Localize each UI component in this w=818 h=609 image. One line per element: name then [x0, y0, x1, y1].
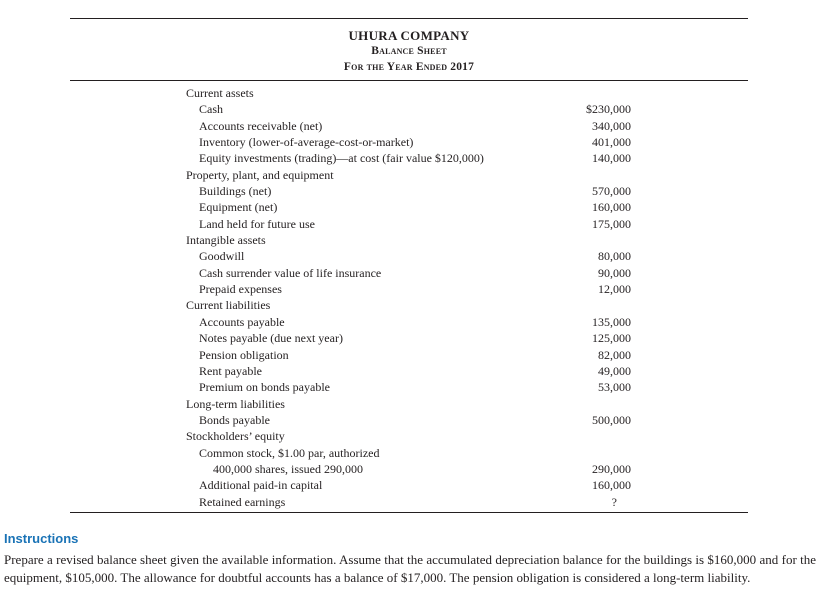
line-item	[0, 281, 818, 297]
header-rule	[70, 80, 748, 81]
line-amount: 140,000	[592, 151, 631, 166]
line-label: Equipment (net)	[199, 200, 278, 215]
line-label: Goodwill	[199, 249, 245, 264]
line-label: Rent payable	[199, 363, 262, 378]
line-label: Accounts receivable (net)	[199, 118, 323, 133]
section-heading	[0, 232, 818, 248]
line-item	[0, 265, 818, 281]
balance-sheet-lines	[0, 85, 818, 510]
line-item	[0, 216, 818, 232]
line-item	[0, 461, 818, 477]
line-amount: 175,000	[592, 216, 631, 231]
line-amount: $230,000	[586, 102, 631, 117]
line-item	[0, 494, 818, 510]
line-label: Land held for future use	[199, 216, 315, 231]
line-label: Current assets	[186, 86, 254, 100]
line-item	[0, 199, 818, 215]
line-amount: 401,000	[592, 135, 631, 150]
line-amount: 570,000	[592, 184, 631, 199]
line-label: Equity investments (trading)—at cost (fair value $120,000)	[199, 151, 484, 166]
line-item	[0, 150, 818, 166]
line-amount: ?	[611, 494, 617, 509]
line-amount: 80,000	[598, 249, 631, 264]
line-amount: 125,000	[592, 331, 631, 346]
line-item	[0, 379, 818, 395]
line-label: Intangible assets	[186, 233, 266, 248]
line-amount: 90,000	[598, 265, 631, 280]
line-label: Long-term liabilities	[186, 396, 285, 411]
line-item	[0, 118, 818, 134]
line-item	[0, 248, 818, 264]
line-label: Current liabilities	[186, 298, 271, 313]
line-amount: 49,000	[598, 363, 631, 378]
line-amount: 53,000	[598, 380, 631, 395]
line-amount: 135,000	[592, 314, 631, 329]
line-amount: 340,000	[592, 118, 631, 133]
line-amount: 160,000	[592, 478, 631, 493]
line-amount: 500,000	[592, 412, 631, 427]
instructions-text: Prepare a revised balance sheet given the available information. Assume that the accumulated depreciation balance for the buildings is $160,000 and for the equipment, $105,000. The allowance for doubtful accounts has a balance of $17,000. The pension obligation is considered a long-term liability.	[4, 552, 816, 585]
line-label: Prepaid expenses	[199, 282, 282, 297]
line-item	[0, 363, 818, 379]
statement-title: Balance Sheet	[371, 45, 447, 57]
line-label: Inventory (lower-of-average-cost-or-market)	[199, 135, 414, 150]
line-label: Additional paid-in capital	[199, 478, 323, 493]
section-heading	[0, 396, 818, 412]
line-label: Cash	[199, 102, 223, 117]
company-name: UHURA COMPANY	[348, 28, 470, 43]
line-item	[0, 412, 818, 428]
line-label: Property, plant, and equipment	[186, 167, 334, 182]
line-amount: 82,000	[598, 347, 631, 362]
line-label: Common stock, $1.00 par, authorized	[199, 445, 380, 460]
line-label: Accounts payable	[199, 314, 285, 329]
line-item	[0, 134, 818, 150]
line-label: Stockholders’ equity	[186, 429, 285, 444]
line-label: Pension obligation	[199, 347, 289, 362]
line-amount: 12,000	[598, 282, 631, 297]
section-heading	[0, 85, 818, 101]
line-item	[0, 101, 818, 117]
line-label: Bonds payable	[199, 412, 270, 427]
line-item	[0, 477, 818, 493]
line-item	[0, 183, 818, 199]
line-label: Cash surrender value of life insurance	[199, 265, 382, 280]
line-amount: 290,000	[592, 461, 631, 476]
top-rule	[70, 18, 748, 19]
section-heading	[0, 167, 818, 183]
line-item	[0, 330, 818, 346]
line-label: 400,000 shares, issued 290,000	[213, 461, 363, 476]
line-item	[0, 314, 818, 330]
bottom-rule	[70, 512, 748, 513]
line-amount: 160,000	[592, 200, 631, 215]
line-label: Buildings (net)	[199, 184, 272, 199]
line-item	[0, 347, 818, 363]
section-heading	[0, 428, 818, 444]
line-label: Retained earnings	[199, 494, 286, 509]
line-label: Premium on bonds payable	[199, 380, 330, 395]
statement-period: For the Year Ended 2017	[343, 61, 475, 73]
section-heading	[0, 297, 818, 313]
line-label: Notes payable (due next year)	[199, 331, 343, 346]
section-heading	[0, 445, 818, 461]
instructions-heading: Instructions	[4, 531, 79, 546]
